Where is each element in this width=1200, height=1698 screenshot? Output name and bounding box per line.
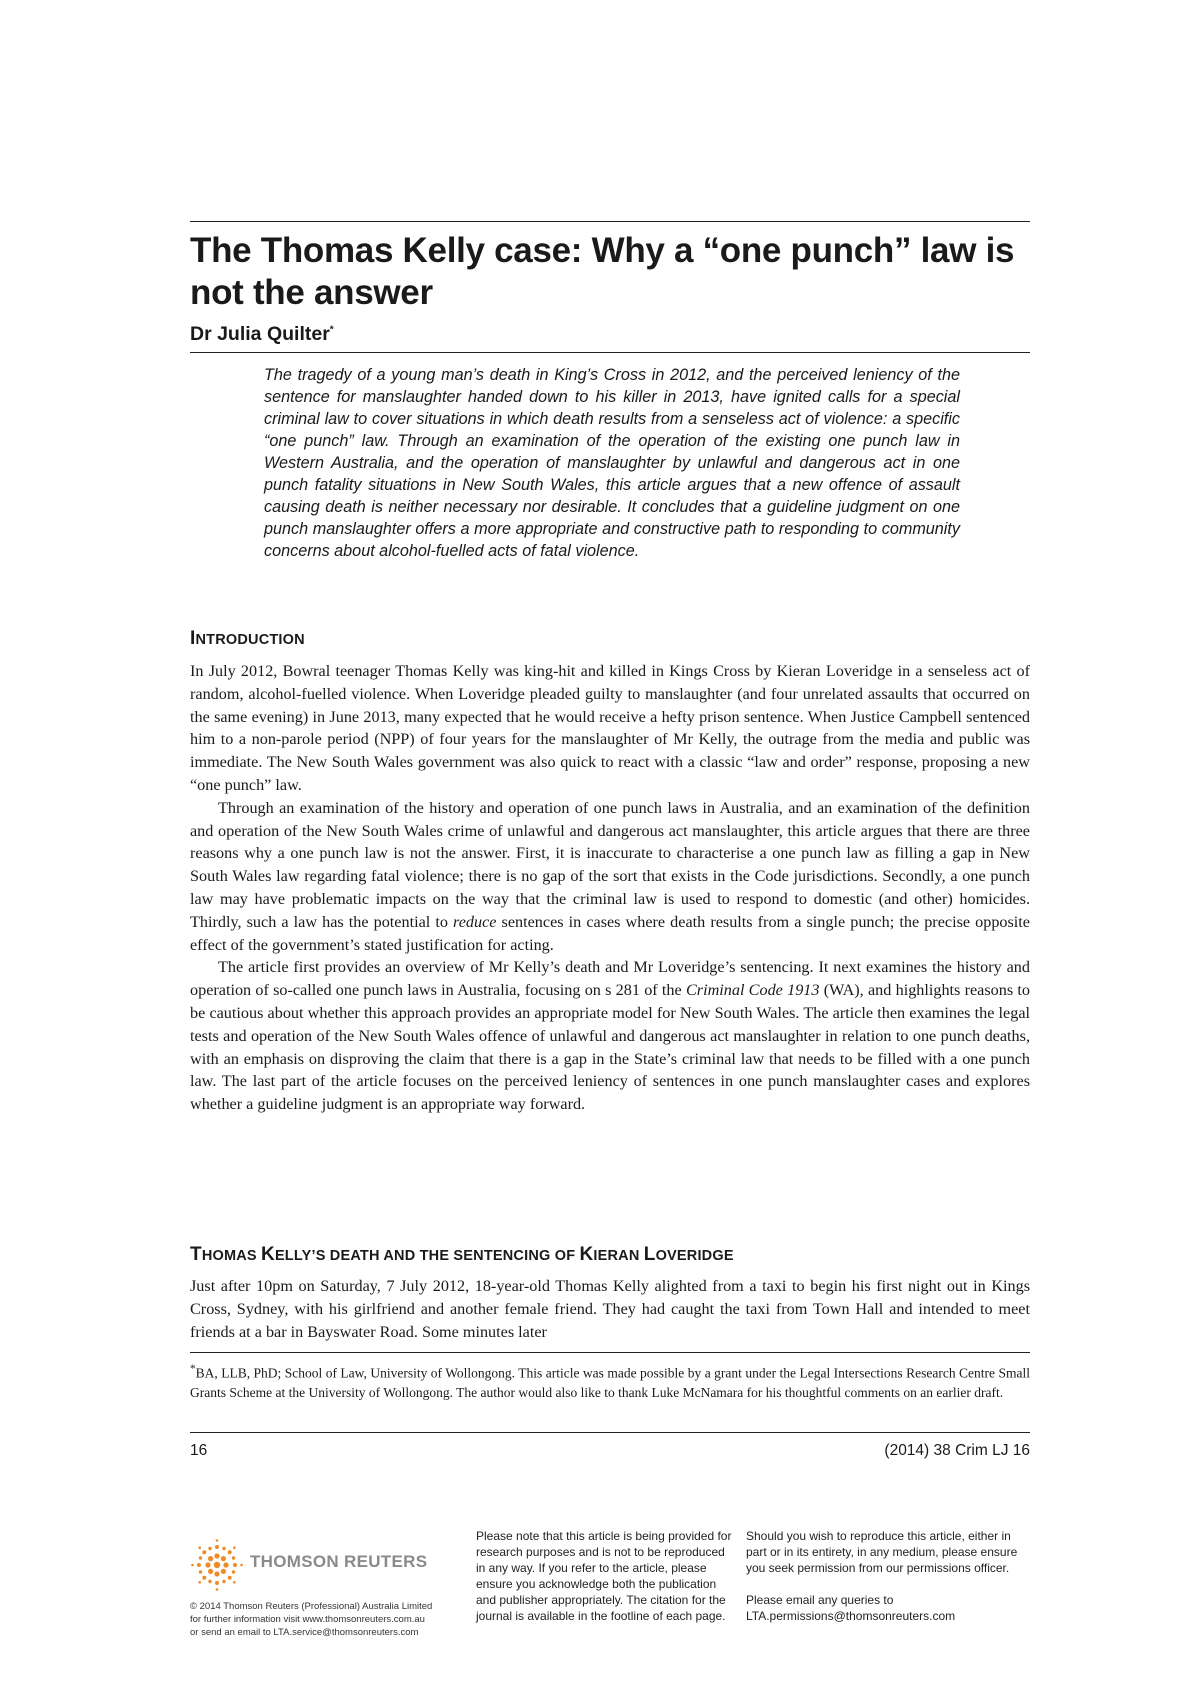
paragraph-text: sentences in cases where death results from a single punch; the precise opposite effect of the government’s stated justification for acting. xyxy=(190,912,1030,954)
logo-wordmark: THOMSON REUTERS xyxy=(250,1552,428,1571)
paragraph-text: (WA), and highlights reasons to be cautious about whether this approach provides an appropriate model for New South Wales. The article then examines the legal tests and operation of the New South Wales offence of unlawful and dangerous act manslaughter in relation to one punch deaths, with an emphasis on disproving the claim that there is a gap in the State’s criminal law that needs to be filled with a one punch law. The last part of the article focuses on the perceived leniency of sentences in one punch manslaughter cases and explores whether a guideline judgment is an appropriate way forward. xyxy=(190,981,1030,1114)
introduction-body xyxy=(190,660,1030,1116)
copyright-notice xyxy=(190,1600,440,1639)
paragraph-text: Through an examination of the history and operation of one punch laws in Australia, and an examination of the definition and operation of the New South Wales crime of unlawful and dangerous act manslaughter, this article argues that there are three reasons why a one punch law is not the answer. First, it is inaccurate to characterise a one punch law as filling a gap in New South Wales law regarding fatal violence; there is no gap of the sort that exists in the Code jurisdictions. Secondly, a one punch law may have problematic impacts on the way that the criminal law is used to respond to domestic (and other) homicides. Thirdly, such a law has the potential to xyxy=(190,798,1030,931)
permissions-email-text: Please email any queries to LTA.permissions@thomsonreuters.com xyxy=(746,1593,956,1623)
paragraph-text: The article first provides an overview of Mr Kelly’s death and Mr Loveridge’s sentencing. It next examines the history and operation of so-called one punch laws in Australia, focusing on s 281 of the xyxy=(190,958,1030,1000)
title-top-rule xyxy=(190,221,1030,222)
heading-smallcaps: NTRODUCTION xyxy=(195,632,305,648)
author-name: Dr Julia Quilter xyxy=(190,323,330,345)
heading-initial: K xyxy=(579,1244,594,1265)
heading-smallcaps: IERAN xyxy=(593,1248,644,1264)
emphasis-text: reduce xyxy=(453,912,497,931)
section-heading-kelly-death xyxy=(190,1244,734,1266)
research-use-note-text: Please note that this article is being provided for research purposes and is not to be reproduced in any way. If you refer to the article, please ensure you acknowledge both the publication and publisher appropriately. The citation for the journal is available in the footline of each page. xyxy=(476,1529,732,1623)
introduction-heading xyxy=(190,628,305,650)
heading-initial: I xyxy=(190,628,196,649)
article-title: The Thomas Kelly case: Why a “one punch” law is not the answer xyxy=(190,231,1015,312)
footnote-marker: * xyxy=(190,1363,196,1375)
footnote-text: BA, LLB, PhD; School of Law, University of Wollongong. This article was made possible by a grant under the Legal Intersections Research Centre Small Grants Scheme at the University of Wollongong. The author would also like to thank Luke McNamara for his thoughtful comments on an earlier draft. xyxy=(190,1365,1030,1400)
heading-initial: L xyxy=(643,1244,656,1265)
heading-smallcaps: OVERIDGE xyxy=(655,1248,734,1264)
author-line xyxy=(190,323,334,346)
footnote xyxy=(190,1360,1030,1402)
heading-smallcaps: ELLY’S DEATH AND THE SENTENCING OF xyxy=(274,1248,580,1264)
paragraph xyxy=(190,956,1030,1116)
journal-citation: (2014) 38 Crim LJ 16 xyxy=(884,1442,1030,1459)
paragraph xyxy=(190,797,1030,957)
page-number: 16 xyxy=(190,1442,208,1459)
section-two-body xyxy=(190,1275,1030,1343)
author-footnote-marker: * xyxy=(329,324,334,336)
heading-smallcaps: HOMAS xyxy=(201,1248,262,1264)
thomson-reuters-logo xyxy=(190,1538,428,1597)
author-bottom-rule xyxy=(190,352,1030,353)
footnote-rule xyxy=(190,1352,1030,1353)
heading-initial: T xyxy=(190,1244,202,1265)
paragraph: In July 2012, Bowral teenager Thomas Kelly was king-hit and killed in Kings Cross by Kieran Loveridge in a senseless act of random, alcohol-fuelled violence. When Loveridge pleaded guilty to manslaughter (and four unrelated assaults that occurred on the same evening) in June 2013, many expected that he would receive a hefty prison sentence. When Justice Campbell sentenced him to a non-parole period (NPP) of four years for the manslaughter of Mr Kelly, the outrage from the media and public was immediate. The New South Wales government was also quick to react with a classic “law and order” response, proposing a new “one punch” law. xyxy=(190,662,1030,794)
statute-title: Criminal Code 1913 xyxy=(685,981,820,1000)
page-footer-rule xyxy=(190,1432,1030,1433)
thomson-reuters-logo-mark-icon xyxy=(190,1538,244,1592)
copyright-line: for further information visit www.thomsonreuters.com.au xyxy=(190,1614,425,1625)
copyright-line: or send an email to LTA.service@thomsonreuters.com xyxy=(190,1627,419,1638)
page-footer xyxy=(190,1442,1030,1464)
reproduction-note-text: Should you wish to reproduce this article, either in part or in its entirety, in any medium, please ensure you seek permission from our permissions officer. xyxy=(746,1529,1018,1575)
research-use-note xyxy=(476,1528,734,1624)
paragraph: Just after 10pm on Saturday, 7 July 2012, 18-year-old Thomas Kelly alighted from a taxi to begin his first night out in Kings Cross, Sydney, with his girlfriend and another female friend. They had caught the taxi from Town Hall and intended to meet friends at a bar in Bayswater Road. Some minutes later xyxy=(190,1277,1030,1341)
reproduction-note xyxy=(746,1528,1030,1624)
heading-initial: K xyxy=(261,1244,275,1265)
abstract: The tragedy of a young man’s death in King’s Cross in 2012, and the perceived leniency of the sentence for manslaughter handed down to his killer in 2013, have ignited calls for a special criminal law to cover situations in which death results from a senseless act of violence: a specific “one punch” law. Through an examination of the operation of the existing one punch law in Western Australia, and the operation of manslaughter by unlawful and dangerous act in one punch fatality situations in New South Wales, this article argues that a new offence of assault causing death is neither necessary nor desirable. It concludes that a guideline judgment on one punch manslaughter offers a more appropriate and constructive path to responding to community concerns about alcohol-fuelled acts of fatal violence. xyxy=(264,366,960,560)
copyright-line: © 2014 Thomson Reuters (Professional) Australia Limited xyxy=(190,1601,433,1612)
